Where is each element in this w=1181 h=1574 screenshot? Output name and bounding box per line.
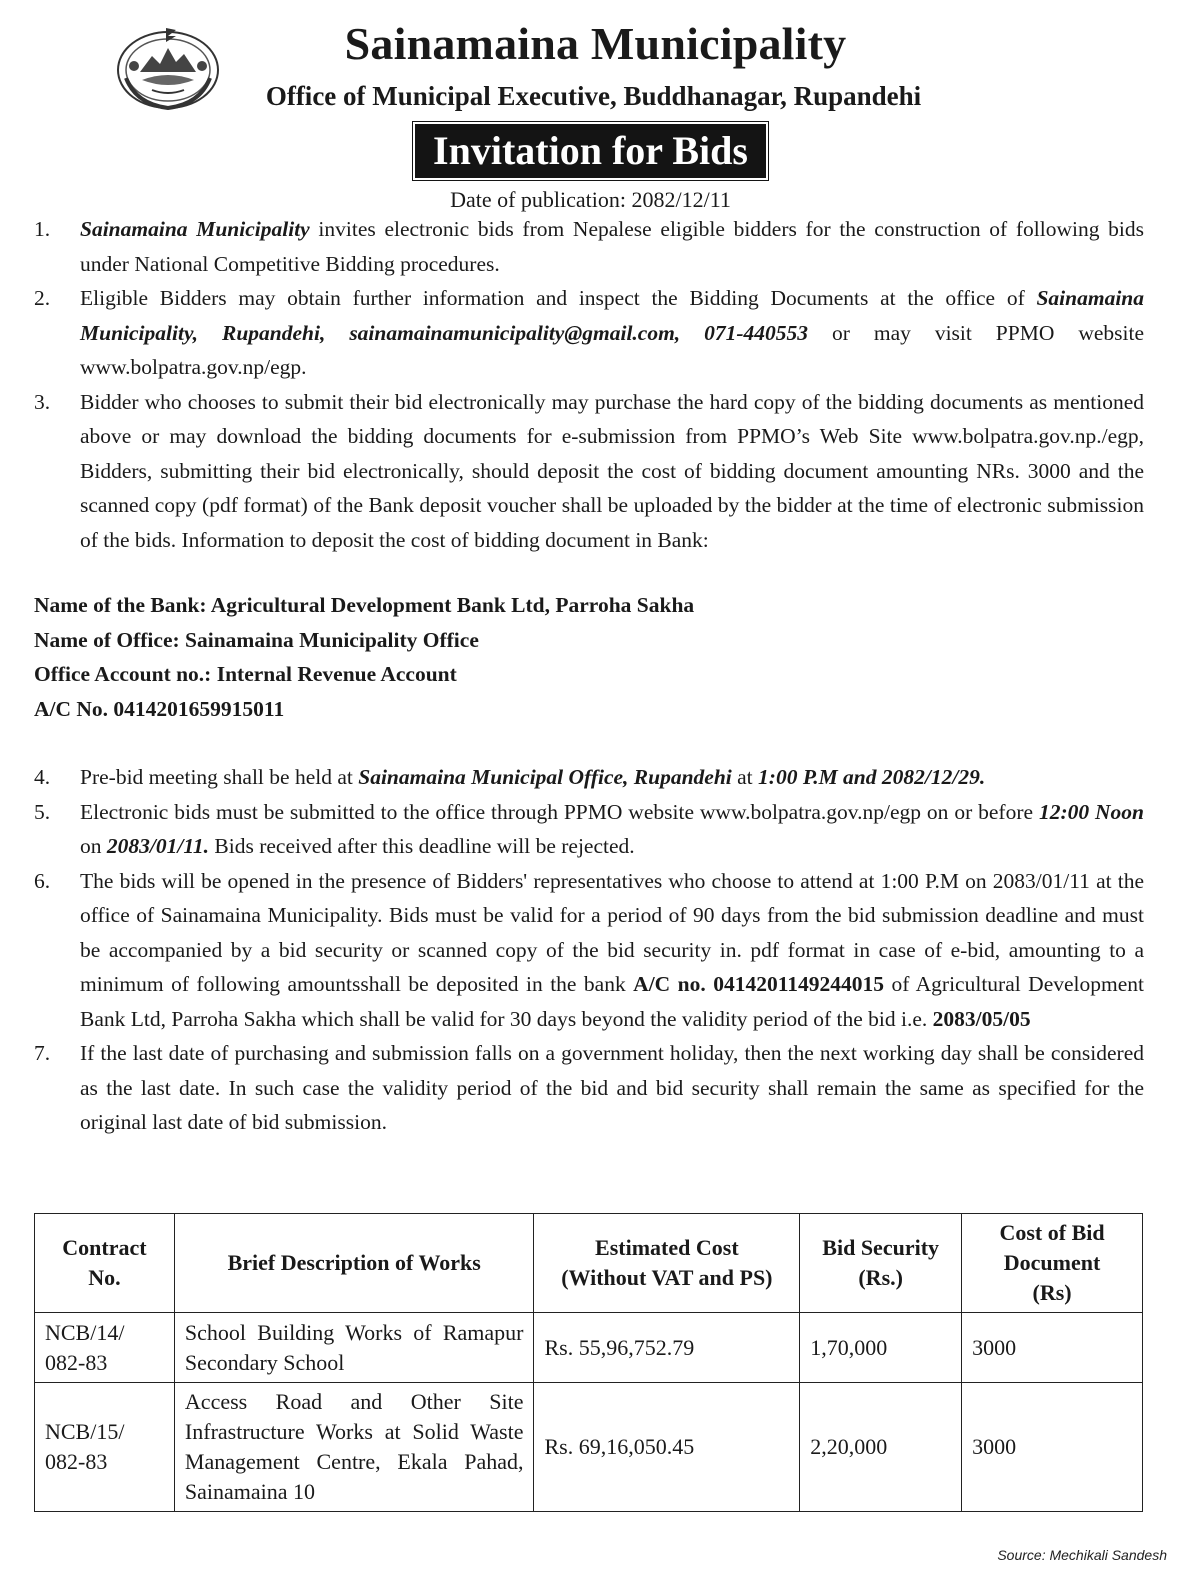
description-cell: Access Road and Other Site Infrastructure Works at Solid Waste Management Centre, Ekala Pahad, Sainamaina 10 [174, 1383, 534, 1512]
office-subtitle: Office of Municipal Executive, Buddhanagar, Rupandehi [265, 81, 922, 111]
description-cell: School Building Works of Ramapur Secondary School [174, 1313, 534, 1383]
col-bid-security: Bid Security (Rs.) [800, 1214, 962, 1313]
bid-document-cost-cell: 3000 [962, 1313, 1143, 1383]
bid-document-cost-cell: 3000 [962, 1383, 1143, 1512]
table-row [35, 1383, 1143, 1512]
col-estimated-cost: Estimated Cost (Without VAT and PS) [534, 1214, 800, 1313]
col-description: Brief Description of Works [174, 1214, 534, 1313]
col-bid-document-cost: Cost of Bid Document (Rs) [962, 1214, 1143, 1313]
notice-body [34, 212, 1144, 1140]
notice-item-4: 4. Pre-bid meeting shall be held at Sainamaina Municipal Office, Rupandehi at 1:00 P.M and 2082/12/29. [34, 765, 986, 789]
notice-item-3: 3. Bidder who chooses to submit their bid electronically may purchase the hard copy of the bidding documents as mentioned above or may download the bidding documents for e-submission from PPMO’s Web Site www.bolpatra.gov.np./egp, Bidders, submitting their bid electronically, should deposit the cost of bidding document amounting NRs. 3000 and the scanned copy (pdf format) of the Bank deposit voucher shall be uploaded by the bidder at the time of electronic submission of the bids. Information to deposit the cost of bidding document in Bank: [34, 389, 1144, 552]
notice-item-5: 5. Electronic bids must be submitted to the office through PPMO website www.bolpatra.gov.np/egp on or before 12:00 Noon on 2083/01/11. Bids received after this deadline will be rejected. [34, 799, 1144, 858]
notice-item-7: 7. If the last date of purchasing and submission falls on a government holiday, then the next working day shall be considered as the last date. In such case the validity period of the bid and bid security shall remain the same as specified for the original last date of bid submission. [34, 1041, 1144, 1134]
notice-item-1: 1. Sainamaina Municipality invites electronic bids from Nepalese eligible bidders for the construction of following bids under National Competitive Bidding procedures. [34, 217, 1145, 276]
contract-no-cell: NCB/15/ 082-83 [35, 1383, 175, 1512]
estimated-cost-cell: Rs. 69,16,050.45 [534, 1383, 800, 1512]
notice-item-2: 2. Eligible Bidders may obtain further information and inspect the Bidding Documents at the office of Sainamaina Municipality, Rupandehi, sainamainamunicipality@gmail.com, 071-440553 or may visit PPMO website www.bolpatra.gov.np/egp. [34, 286, 1144, 379]
municipality-title: Sainamaina Municipality [344, 18, 847, 69]
bank-name: Name of the Bank: Agricultural Development Bank Ltd, Parroha Sakha [34, 593, 695, 617]
notice-item-6: 6. The bids will be opened in the presence of Bidders' representatives who choose to attend at 1:00 P.M on 2083/01/11 at the office of Sainamaina Municipality. Bids must be valid for a period of 90 days from the bid submission deadline and must be accompanied by a bid security or scanned copy of the bid security in. pdf format in case of e-bid, amounting to a minimum of following amountsshall be deposited in the bank A/C no. 0414201149244015 of Agricultural Development Bank Ltd, Parroha Sakha which shall be valid for 30 days beyond the validity period of the bid i.e. 2083/05/05 [34, 868, 1145, 1031]
table-header-row [35, 1214, 1143, 1313]
source-credit: Source: Mechikali Sandesh [997, 1547, 1167, 1563]
bid-security-cell: 1,70,000 [800, 1313, 962, 1383]
bank-ac-no: A/C No. 0414201659915011 [34, 696, 285, 721]
bank-account: Office Account no.: Internal Revenue Account [34, 662, 457, 686]
col-contract-no: Contract No. [35, 1214, 175, 1313]
works-table [34, 1213, 1143, 1512]
publication-date: Date of publication: 2082/12/11 [450, 187, 731, 212]
estimated-cost-cell: Rs. 55,96,752.79 [534, 1313, 800, 1383]
bid-security-cell: 2,20,000 [800, 1383, 962, 1512]
bank-office: Name of Office: Sainamaina Municipality Office [34, 627, 479, 652]
contract-no-cell: NCB/14/ 082-83 [35, 1313, 175, 1383]
invitation-banner: Invitation for Bids [415, 124, 766, 178]
table-row [35, 1313, 1143, 1383]
